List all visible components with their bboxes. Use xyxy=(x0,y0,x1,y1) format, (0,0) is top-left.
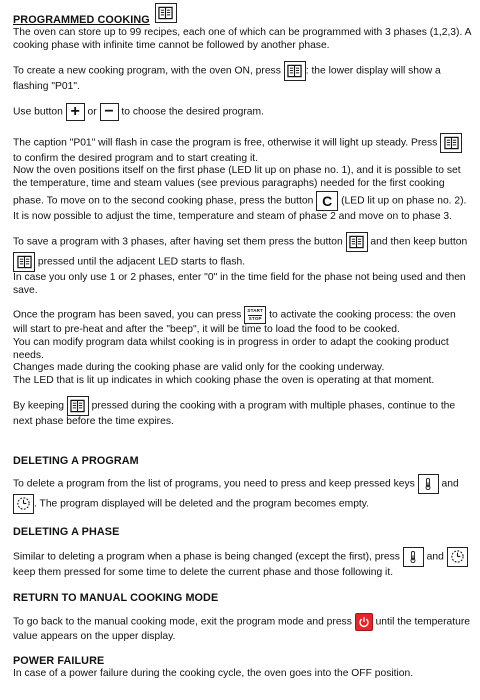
minus-key-icon: − xyxy=(100,103,119,121)
text: To save a program with 3 phases, after having set them press the button xyxy=(13,236,346,248)
recipe-book-icon xyxy=(346,232,368,252)
paragraph xyxy=(13,396,471,429)
paragraph xyxy=(13,165,471,223)
timer-key-icon xyxy=(447,547,468,567)
text: or xyxy=(84,106,100,118)
text: To delete a program from the list of programs, you need to press and keep pressed keys xyxy=(13,478,418,490)
section-title-power-failure: POWER FAILURE xyxy=(13,655,105,668)
paragraph xyxy=(13,103,471,121)
text: to choose the desired program. xyxy=(118,106,264,118)
section-title-deleting-phase: DELETING A PHASE xyxy=(13,525,120,538)
text: : the lower display will show a flashing "P01". xyxy=(13,65,441,93)
section-title-deleting-program: DELETING A PROGRAM xyxy=(13,454,139,467)
paragraph xyxy=(13,232,471,272)
text: Once the program has been saved, you can press xyxy=(13,310,245,322)
stop-label: STOP xyxy=(248,315,262,321)
text: to activate the cooking process: the oven will start to pre-heat and after the "beep", it will be time to load the food to be cooked. xyxy=(13,310,456,336)
thermometer-key-icon xyxy=(418,474,439,494)
plus-key-icon: + xyxy=(66,103,85,121)
recipe-book-icon xyxy=(13,252,35,272)
text: By keeping xyxy=(13,401,67,413)
text: Use button xyxy=(13,106,66,118)
heading-text: PROGRAMMED COOKING xyxy=(13,14,150,26)
paragraph: In case you only use 1 or 2 phases, enter "0" in the time field for the phase not being used and then save. xyxy=(13,272,466,296)
paragraph: The LED that is lit up indicates in which cooking phase the oven is operating at that moment. xyxy=(13,374,435,386)
paragraph: Changes made during the cooking phase are valid only for the cooking underway. xyxy=(13,362,385,374)
text: and xyxy=(423,551,447,563)
section-title-return-manual: RETURN TO MANUAL COOKING MODE xyxy=(13,591,219,604)
text: To create a new cooking program, with the oven ON, press xyxy=(13,65,284,77)
timer-key-icon xyxy=(13,494,34,514)
text: The caption "P01" will flash in case the program is free, otherwise it will light up steady. Press xyxy=(13,137,441,149)
paragraph: The oven can store up to 99 recipes, each one of which can be programmed with 3 phases (1,2,3). A cooking phase with infinite time cannot be followed by another phase. xyxy=(13,27,471,51)
recipe-book-icon xyxy=(155,3,177,23)
thermometer-key-icon xyxy=(403,547,424,567)
paragraph xyxy=(13,133,471,166)
power-key-icon xyxy=(355,613,373,631)
text: pressed until the adjacent LED starts to flash. xyxy=(35,256,246,268)
text: pressed during the cooking with a program with multiple phases, continue to the next phase before the time expires. xyxy=(13,401,456,428)
recipe-book-icon xyxy=(440,133,462,153)
recipe-book-icon xyxy=(67,396,89,416)
text: To go back to the manual cooking mode, exit the program mode and press xyxy=(13,616,355,628)
section-title-programmed-cooking xyxy=(13,14,471,27)
recipe-book-icon xyxy=(284,61,306,81)
paragraph xyxy=(13,547,471,580)
paragraph xyxy=(13,474,471,514)
paragraph xyxy=(13,613,471,644)
paragraph: In case of a power failure during the cooking cycle, the oven goes into the OFF position. xyxy=(13,668,414,680)
text: Now the oven positions itself on the first phase (LED lit up on phase no. 1), and it is possible to set the temperature, time and steam values (see previous paragraphs) needed for the first cooking phase. To move on to the second cooking phase, press the button xyxy=(13,165,461,207)
c-key-icon: C xyxy=(316,191,338,211)
text: and then keep button xyxy=(367,236,468,248)
start-label: START xyxy=(247,308,264,314)
text: . The program displayed will be deleted and the program becomes empty. xyxy=(34,498,370,510)
text: until the temperature value appears on the upper display. xyxy=(13,616,471,642)
text: to confirm the desired program and to start creating it. xyxy=(13,152,258,164)
paragraph: You can modify program data whilst cooking is in progress in order to adapt the cooking product needs. xyxy=(13,336,449,361)
manual-page xyxy=(13,14,471,681)
start-stop-key-icon xyxy=(244,306,266,324)
text: keep them pressed for some time to delete the current phase and those following it. xyxy=(13,566,394,578)
paragraph xyxy=(13,306,471,337)
text: and xyxy=(438,478,459,490)
paragraph xyxy=(13,61,471,94)
text: Similar to deleting a program when a phase is being changed (except the first), press xyxy=(13,551,403,563)
text: (LED lit up on phase no. 2). It is now possible to adjust the time, temperature and steam of phase 2 and move on to phase 3. xyxy=(13,195,467,222)
